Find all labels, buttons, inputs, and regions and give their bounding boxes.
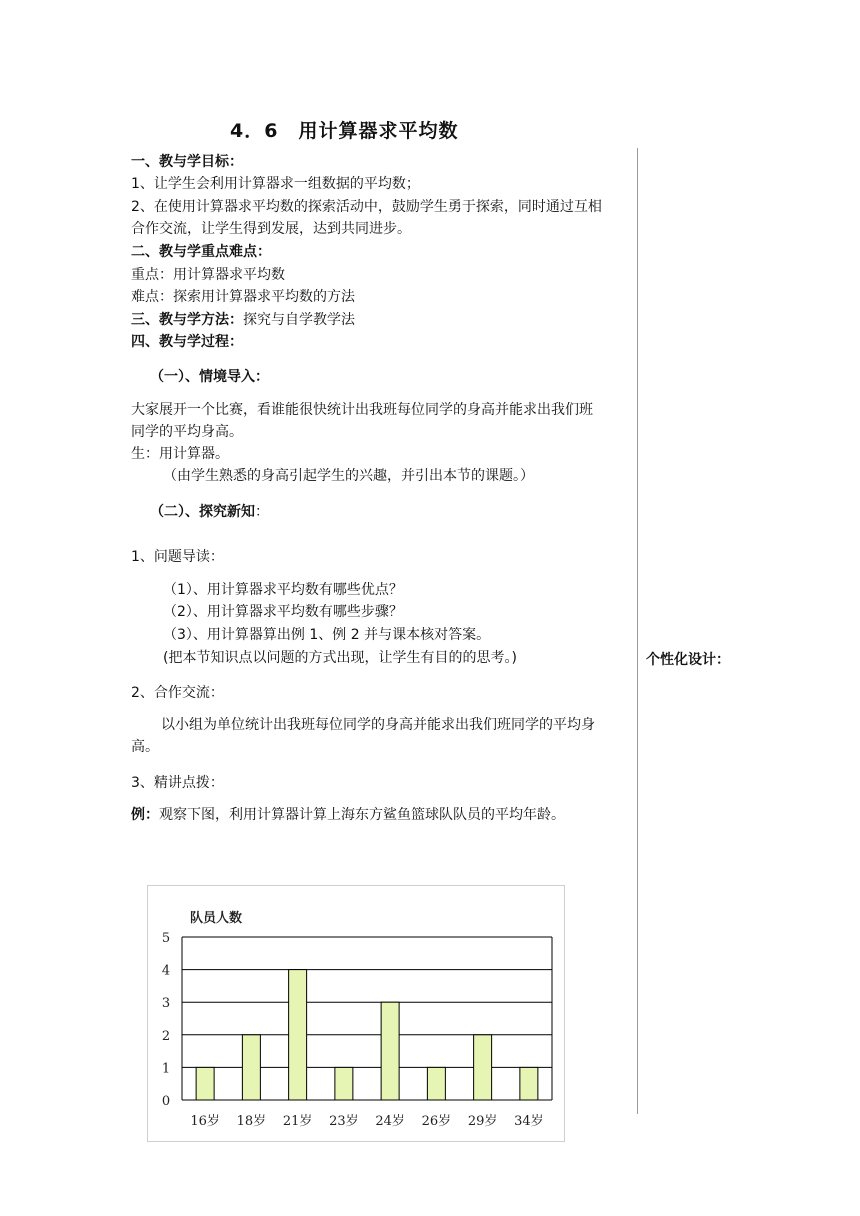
goal-2-line-1: 2、在使用计算器求平均数的探索活动中，鼓励学生勇于探索，同时通过互相 xyxy=(131,199,602,215)
side-column-label: 个性化设计： xyxy=(646,652,730,668)
bar-26岁 xyxy=(427,1067,445,1100)
intro-para-line-2: 同学的平均身高。 xyxy=(131,424,243,440)
x-tick-label: 21岁 xyxy=(282,1114,313,1129)
subsection-intro: （一）、情境导入： xyxy=(150,369,269,385)
section-heading-method: 三、教与学方法： xyxy=(131,312,243,328)
bar-18岁 xyxy=(242,1035,260,1100)
section-heading-process: 四、教与学过程： xyxy=(131,334,243,350)
y-tick-label: 4 xyxy=(161,963,171,979)
y-tick-label: 1 xyxy=(161,1061,171,1077)
intro-note: （由学生熟悉的身高引起学生的兴趣，并引出本节的课题。） xyxy=(163,468,534,484)
section-heading-goals: 一、教与学目标： xyxy=(131,154,243,170)
method-text: 探究与自学教学法 xyxy=(243,312,355,328)
question-heading: 1、问题导读： xyxy=(131,549,224,565)
question-2: （2）、用计算器求平均数有哪些步骤？ xyxy=(163,604,403,620)
age-bar-chart xyxy=(147,885,565,1142)
cooperation-line-2: 高。 xyxy=(131,739,159,755)
x-tick-label: 29岁 xyxy=(467,1114,498,1129)
y-tick-label: 3 xyxy=(161,996,171,1012)
bar-29岁 xyxy=(474,1035,492,1100)
method-line xyxy=(131,311,355,329)
question-1: （1）、用计算器求平均数有哪些优点？ xyxy=(163,582,403,598)
x-tick-label: 34岁 xyxy=(514,1114,544,1129)
example-label: 例： xyxy=(131,807,159,823)
chart-svg xyxy=(148,886,564,1141)
cooperation-line-1: 以小组为单位统计出我班每位同学的身高并能求出我们班同学的平均身 xyxy=(161,717,595,733)
goal-1: 1、让学生会利用计算器求一组数据的平均数； xyxy=(131,176,420,192)
subsection-explore-line xyxy=(150,503,269,521)
explain-heading: 3、精讲点拨： xyxy=(131,775,224,791)
y-axis-label: 队员人数 xyxy=(190,911,243,926)
bar-23岁 xyxy=(335,1067,353,1100)
example-text: 观察下图，利用计算器计算上海东方鲨鱼篮球队队员的平均年龄。 xyxy=(159,807,565,823)
x-tick-label: 18岁 xyxy=(236,1114,267,1129)
x-tick-label: 16岁 xyxy=(190,1114,220,1129)
y-tick-label: 0 xyxy=(161,1094,171,1109)
cooperation-heading: 2、合作交流： xyxy=(131,685,224,701)
subsection-explore: （二）、探究新知 xyxy=(150,504,255,520)
bar-34岁 xyxy=(520,1067,538,1100)
question-3: （3）、用计算器算出例 1、例 2 并与课本核对答案。 xyxy=(163,627,491,643)
intro-para-line-1: 大家展开一个比赛，看谁能很快统计出我班每位同学的身高并能求出我们班 xyxy=(131,402,593,418)
x-tick-label: 24岁 xyxy=(375,1114,405,1129)
x-tick-label: 23岁 xyxy=(329,1114,359,1129)
goal-2-line-2: 合作交流，让学生得到发展，达到共同进步。 xyxy=(131,221,411,237)
key-point: 重点：用计算器求平均数 xyxy=(131,267,285,283)
y-tick-label: 5 xyxy=(161,931,171,946)
column-divider xyxy=(637,148,638,1114)
section-heading-keypoints: 二、教与学重点难点： xyxy=(131,244,271,260)
difficult-point: 难点：探索用计算器求平均数的方法 xyxy=(131,289,355,305)
subsection-explore-colon: ： xyxy=(255,504,269,520)
bar-24岁 xyxy=(381,1002,399,1100)
intro-answer: 生：用计算器。 xyxy=(131,446,229,462)
question-note: (把本节知识点以问题的方式出现，让学生有目的的思考。) xyxy=(163,650,517,666)
bar-21岁 xyxy=(289,970,307,1100)
x-tick-label: 26岁 xyxy=(421,1114,452,1129)
example-line xyxy=(131,806,565,824)
page-title: 4．6 用计算器求平均数 xyxy=(230,120,459,142)
bar-16岁 xyxy=(196,1067,214,1100)
y-tick-label: 2 xyxy=(161,1028,171,1044)
